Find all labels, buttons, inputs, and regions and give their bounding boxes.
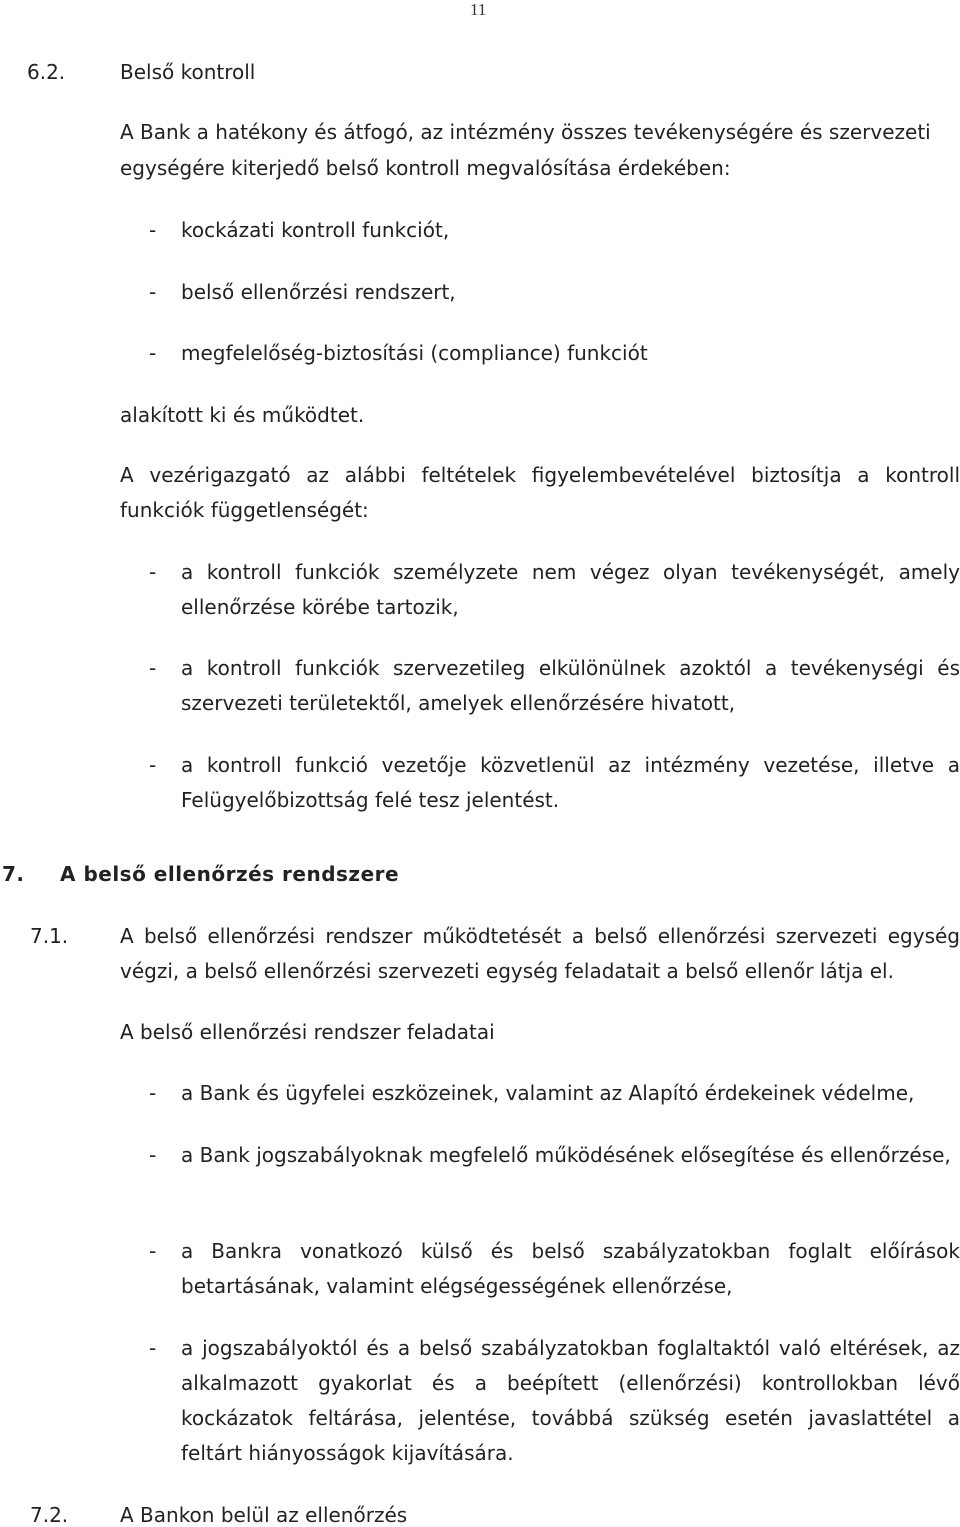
list-bullet: -	[149, 560, 157, 584]
list-item: belső ellenőrzési rendszert,	[181, 280, 456, 304]
section-number: 7.1.	[30, 924, 69, 948]
section-title: A Bankon belül az ellenőrzés	[120, 1503, 408, 1527]
section-number: 6.2.	[27, 60, 66, 84]
paragraph-line: alakított ki és működtet.	[120, 403, 365, 427]
section-title: A belső ellenőrzés rendszere	[60, 862, 400, 886]
list-bullet: -	[149, 341, 157, 365]
paragraph-line: A vezérigazgató az alábbi feltételek figyelembevételével biztosítja a kontroll	[120, 463, 960, 487]
page-number: 11	[470, 0, 487, 19]
list-item: a Bank jogszabályoknak megfelelő működésének elősegítése és ellenőrzése,	[181, 1143, 951, 1167]
section-number: 7.2.	[30, 1503, 69, 1527]
list-item: a Bankra vonatkozó külső és belső szabályzatokban foglalt előírások betartásának, valamint elégségességének ellenőrzése,	[181, 1239, 960, 1298]
list-item: a jogszabályoktól és a belső szabályzatokban foglaltaktól való eltérések, az alkalmazott gyakorlat és a beépített (ellenőrzési) kontrollokban lévő kockázatok feltárása, jelentése, továbbá szükség esetén javaslattétel a feltárt hiányosságok kijavítására.	[181, 1336, 960, 1465]
paragraph-line: végzi, a belső ellenőrzési szervezeti egység feladatait a belső ellenőr látja el.	[120, 959, 894, 983]
list-bullet: -	[149, 753, 157, 777]
list-item: kockázati kontroll funkciót,	[181, 218, 450, 242]
list-bullet: -	[149, 656, 157, 680]
paragraph-line: A Bank a hatékony és átfogó, az intézmény összes tevékenységére és szervezeti	[120, 120, 931, 144]
list-item: a kontroll funkciók személyzete nem végez olyan tevékenységét, amely ellenőrzése körébe tartozik,	[181, 560, 960, 619]
list-bullet: -	[149, 1143, 157, 1167]
list-bullet: -	[149, 280, 157, 304]
list-item: a Bank és ügyfelei eszközeinek, valamint az Alapító érdekeinek védelme,	[181, 1081, 915, 1105]
section-title: Belső kontroll	[120, 60, 256, 84]
list-item: a kontroll funkciók szervezetileg elkülönülnek azoktól a tevékenységi és szervezeti területektől, amelyek ellenőrzésére hivatott,	[181, 656, 960, 715]
list-bullet: -	[149, 1336, 157, 1360]
paragraph-line: funkciók függetlenségét:	[120, 498, 369, 522]
section-number: 7.	[2, 862, 25, 886]
list-bullet: -	[149, 1081, 157, 1105]
paragraph-line: egységére kiterjedő belső kontroll megvalósítása érdekében:	[120, 156, 731, 180]
subheading: A belső ellenőrzési rendszer feladatai	[120, 1020, 495, 1044]
paragraph-line: A belső ellenőrzési rendszer működtetését a belső ellenőrzési szervezeti egység	[120, 924, 960, 948]
list-bullet: -	[149, 1239, 157, 1263]
list-item: megfelelőség-biztosítási (compliance) funkciót	[181, 341, 648, 365]
list-item: a kontroll funkció vezetője közvetlenül az intézmény vezetése, illetve a Felügyelőbizottság felé tesz jelentést.	[181, 753, 960, 812]
list-bullet: -	[149, 218, 157, 242]
